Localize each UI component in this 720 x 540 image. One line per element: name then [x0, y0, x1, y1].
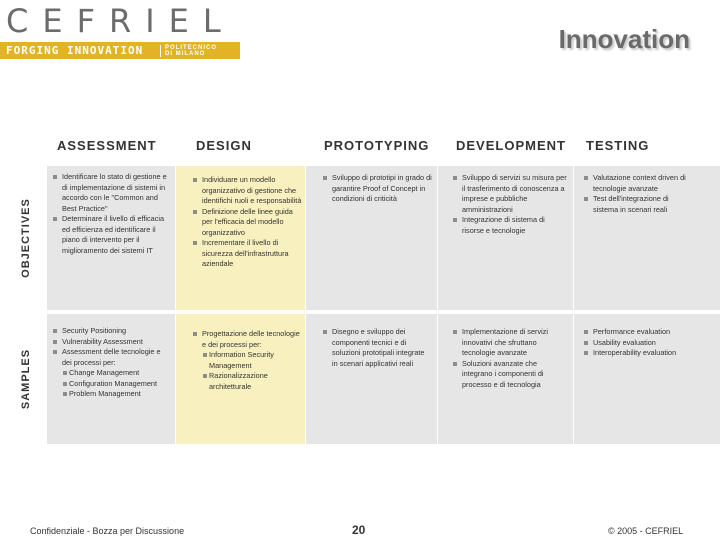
- list-item: Sviluppo di prototipi in grado di garantire Proof of Concept in condizioni di criticità: [322, 173, 432, 205]
- row-label-samples-text: SAMPLES: [20, 348, 32, 410]
- column-header-development: DEVELOPMENT: [456, 138, 566, 153]
- logo-polimi-line2: DI MILANO: [165, 50, 206, 57]
- list-item: Assessment delle tecnologie e dei processi per:: [52, 347, 170, 368]
- logo-wordmark: CEFRIEL: [6, 2, 235, 40]
- column-header-assessment: ASSESSMENT: [57, 138, 157, 153]
- logo-tagline: FORGING INNOVATION: [6, 44, 144, 57]
- list-item: Determinare il livello di efficacia ed efficienza ed identificare il piano di intervento per il miglioramento dei sistemi IT: [52, 214, 170, 256]
- list-item: Valutazione context driven di tecnologie avanzate: [583, 173, 693, 194]
- list-item: Usability evaluation: [583, 338, 693, 349]
- column-divider: [305, 166, 306, 444]
- list-item: Progettazione delle tecnologie e dei processi per:: [192, 329, 302, 350]
- logo-polimi: [160, 45, 217, 57]
- objectives-design-cell: [192, 175, 302, 307]
- page-number: 20: [352, 523, 366, 537]
- samples-testing-cell: [583, 327, 693, 439]
- footer-confidential: Confidenziale - Bozza per Discussione: [30, 526, 185, 536]
- sub-list-item: Information Security Management: [202, 350, 302, 371]
- column-divider: [437, 166, 438, 444]
- list-item: Identificare lo stato di gestione e di implementazione di sistemi in accordo con le "Common and Best Practice": [52, 172, 170, 214]
- samples-development-cell: [452, 327, 568, 439]
- list-item: Implementazione di servizi innovativi che sfruttano tecnologie avanzate: [452, 327, 568, 359]
- row-label-objectives-text: OBJECTIVES: [20, 198, 32, 278]
- samples-assessment-cell: [52, 326, 170, 442]
- column-divider: [573, 166, 574, 444]
- list-item: Disegno e sviluppo dei componenti tecnici e di soluzioni prototipali integrate in scenari applicativi reali: [322, 327, 432, 369]
- objectives-prototyping-cell: [322, 173, 432, 305]
- logo-polimi-line1: POLITECNICO: [165, 44, 218, 51]
- row-label-objectives: [16, 166, 36, 310]
- column-header-design: DESIGN: [196, 138, 252, 153]
- list-item: Vulnerability Assessment: [52, 337, 170, 348]
- list-item: Performance evaluation: [583, 327, 693, 338]
- sub-list-item: Configuration Management: [62, 379, 170, 390]
- cefriel-logo: [0, 0, 240, 60]
- samples-prototyping-cell: [322, 327, 432, 439]
- row-label-samples: [16, 314, 36, 444]
- list-item: Security Positioning: [52, 326, 170, 337]
- list-item: Integrazione di sistema di risorse e tecnologie: [452, 215, 568, 236]
- logo-bar: [0, 42, 240, 59]
- column-header-prototyping: PROTOTYPING: [324, 138, 430, 153]
- list-item: Definizione delle linee guida per l'efficacia del modello organizzativo: [192, 207, 302, 239]
- objectives-assessment-cell: [52, 172, 170, 306]
- list-item: Individuare un modello organizzativo di gestione che identifichi ruoli e responsabilità: [192, 175, 302, 207]
- list-item: Incrementare il livello di sicurezza dell'infrastruttura aziendale: [192, 238, 302, 270]
- column-header-testing: TESTING: [586, 138, 650, 153]
- column-divider: [175, 166, 176, 444]
- samples-design-cell: [192, 329, 302, 441]
- list-item: Sviluppo di servizi su misura per il trasferimento di conoscenza a imprese e pubbliche amministrazioni: [452, 173, 568, 215]
- list-item: Interoperability evaluation: [583, 348, 693, 359]
- page-title: Innovation: [558, 24, 690, 54]
- list-item: Test dell'integrazione di sistema in scenari reali: [583, 194, 693, 215]
- list-item: Soluzioni avanzate che integrano i componenti di processo e di tecnologia: [452, 359, 568, 391]
- sub-list-item: Change Management: [62, 368, 170, 379]
- sub-list-item: Problem Management: [62, 389, 170, 400]
- footer-copyright: © 2005 - CEFRIEL: [608, 526, 684, 536]
- objectives-development-cell: [452, 173, 568, 305]
- objectives-testing-cell: [583, 173, 693, 305]
- sub-list-item: Razionalizzazione architetturale: [202, 371, 302, 392]
